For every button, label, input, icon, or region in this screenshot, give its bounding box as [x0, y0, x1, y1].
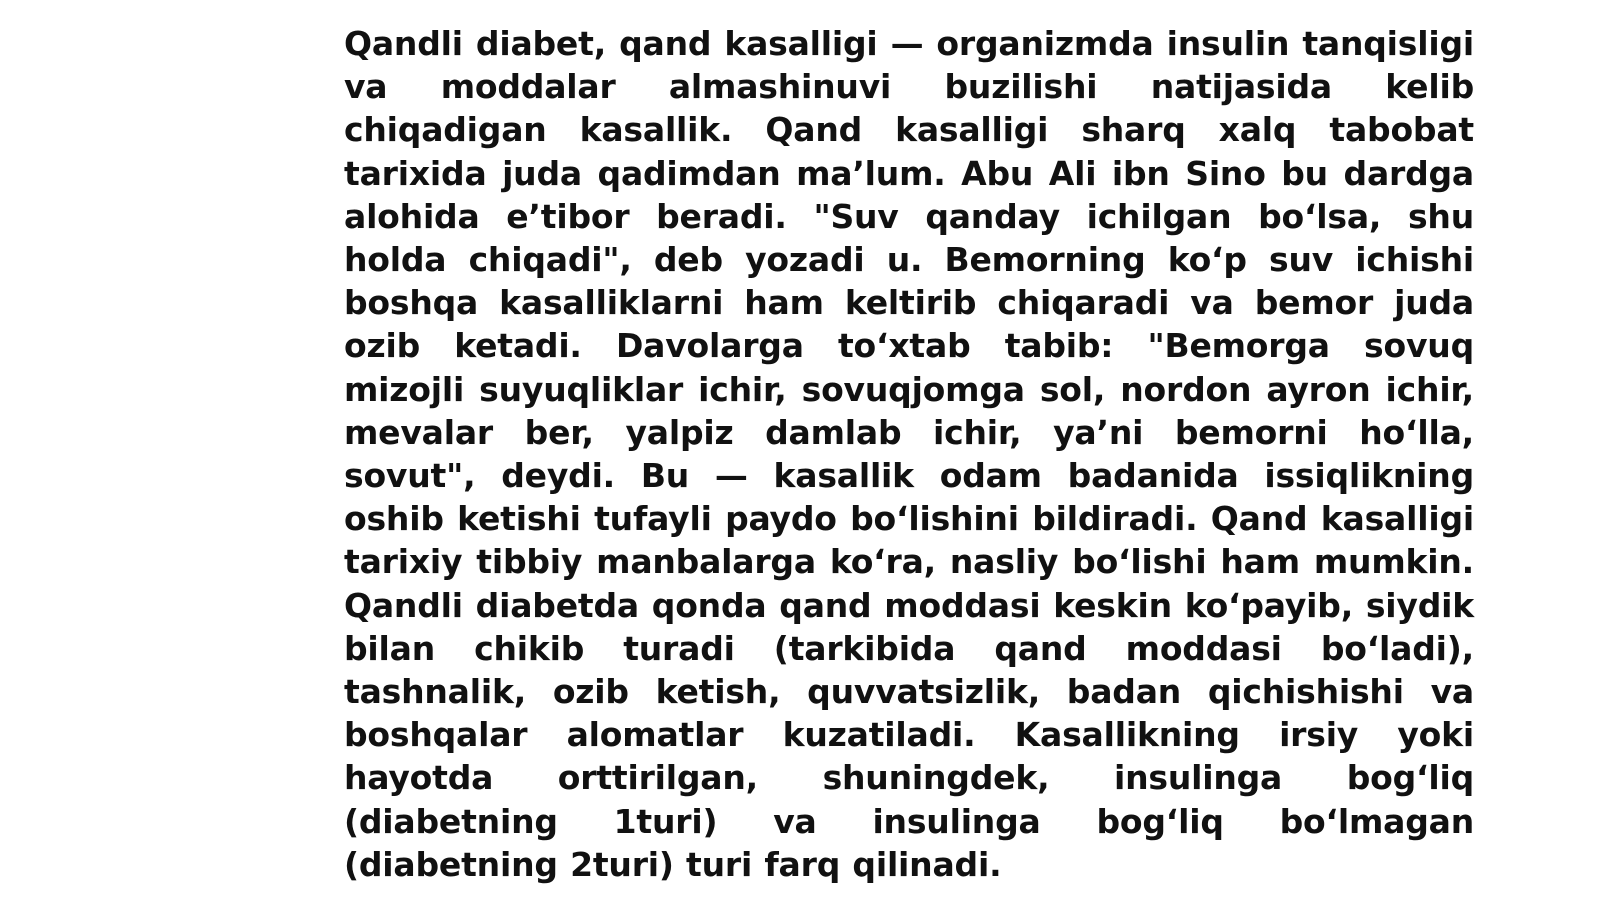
body-paragraph: Qandli diabet, qand kasalligi — organizmda insulin tanqisligi va moddalar almashinuvi buzilishi natijasida kelib chiqadigan kasallik. Qand kasalligi sharq xalq tabobat tarixida juda qadimdan maʼlum. Abu Ali ibn Sino bu dardga alohida eʼtibor beradi. "Suv qanday ichilgan boʻlsa, shu holda chiqadi", deb yozadi u. Bemorning koʻp suv ichishi boshqa kasalliklarni ham keltirib chiqaradi va bemor juda ozib ketadi. Davolarga toʻxtab tabib: "Bemorga sovuq mizojli suyuqliklar ichir, sovuqjomga sol, nordon ayron ichir, mevalar ber, yalpiz damlab ichir, yaʼni bemorni hoʻlla, sovut", deydi. Bu — kasallik odam badanida issiqlikning oshib ketishi tufayli paydo boʻlishini bildiradi. Qand kasalligi tarixiy tibbiy manbalarga koʻra, nasliy boʻlishi ham mumkin. Qandli diabetda qonda qand moddasi keskin koʻpayib, siydik bilan chikib turadi (tarkibida qand moddasi boʻladi), tashnalik, ozib ketish, quvvatsizlik, badan qichishishi va boshqalar alomatlar kuzatiladi. Kasallikning irsiy yoki hayotda orttirilgan, shuningdek, insulinga bogʻliq (diabetning 1turi) va insulinga bogʻliq boʻlmagan (diabetning 2turi) turi farq qilinadi. [344, 24, 1474, 884]
